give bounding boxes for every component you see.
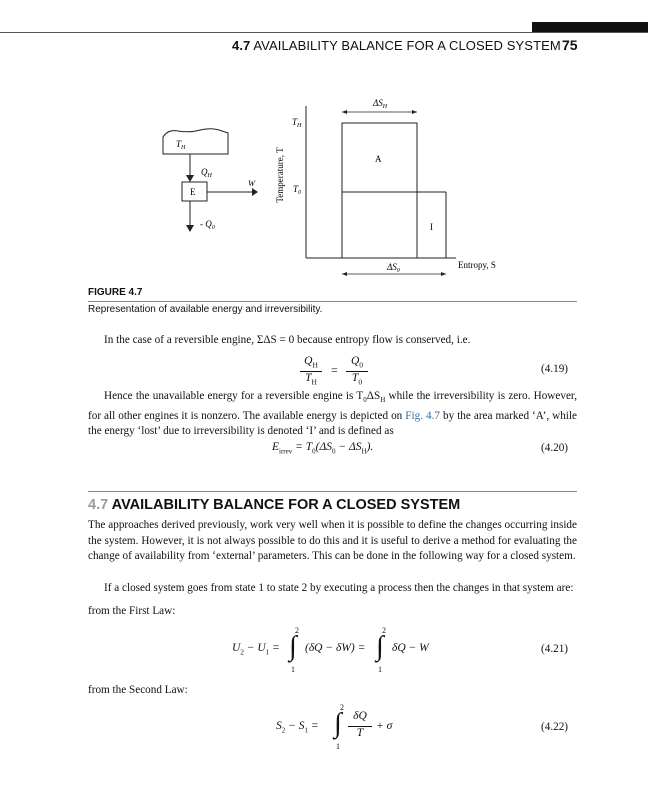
eq421-integral1-lower: 1 [291, 665, 295, 674]
hot-reservoir [163, 129, 228, 154]
ds0-arrow-left [342, 272, 347, 276]
ds0-label: $\Delta S_0$ [387, 262, 400, 274]
eq421-number: (4.21) [541, 643, 569, 655]
eq419-qh: $Q_H$ [304, 355, 318, 370]
qh-arrowhead [186, 175, 194, 182]
eq422-integral-sign: ∫ [334, 708, 342, 739]
section-heading [88, 497, 460, 513]
eq421-integral1-sign: ∫ [289, 631, 297, 662]
area-a [342, 123, 417, 258]
ds0-arrow-right [441, 272, 446, 276]
engine-q0-label: - $Q_0$ [200, 219, 215, 231]
equation-4-19 [300, 355, 390, 389]
header-rule [0, 32, 648, 33]
eq422-numerator: δQ [353, 710, 367, 722]
dsh-arrow-right [412, 110, 417, 114]
running-header-title: AVAILABILITY BALANCE FOR A CLOSED SYSTEM [253, 38, 561, 53]
section-heading-number: 4.7 [88, 497, 109, 513]
eq421-integral2-lower: 1 [378, 665, 382, 674]
dsh-label: $\Delta S_H$ [373, 98, 388, 110]
running-header [232, 38, 561, 53]
figure-label: FIGURE 4.7 [88, 287, 143, 298]
plot-ylabel: Temperature, T [275, 147, 285, 203]
work-arrowhead [252, 188, 258, 196]
eq421-integral2-upper: 2 [382, 626, 386, 635]
eq419-number: (4.19) [541, 363, 569, 375]
paragraph-unavailable: Hence the unavailable energy for a reversible engine is $T_0\Delta S_H$ while the irreversibility is zero. However, for all other engines it is nonzero. The available energy is depicted on Fig. 4.7 by the area marked ‘A’, while the energy ‘lost’ due to irreversibility is denoted ‘I’ and is defined as [88, 390, 577, 438]
eq419-q0: $Q_0$ [350, 355, 364, 370]
q0-arrowhead [186, 225, 194, 232]
eq421-middle: (δQ − δW) = [305, 642, 366, 654]
eq422-tail: + σ [376, 720, 393, 732]
paragraph-first-law: from the First Law: [88, 605, 176, 617]
eq422-integral-lower: 1 [336, 742, 340, 751]
eq421-integral1-upper: 2 [295, 626, 299, 635]
equation-4-20: $E_{irrev} = T_0(\Delta S_0 - \Delta S_H)$. [272, 441, 374, 456]
area-i-label: I [430, 222, 433, 232]
running-header-number: 4.7 [232, 38, 251, 53]
paragraph-second-law: from the Second Law: [88, 684, 188, 696]
figure-rule [88, 301, 577, 302]
eq419-th: $T_H$ [305, 372, 317, 387]
eq422-number: (4.22) [541, 721, 569, 733]
eq419-t0: $T_0$ [351, 372, 363, 387]
paragraph-approaches: The approaches derived previously, work very well when it is possible to define the changes occurring inside the system. However, it is not always possible to do this and it is useful to derive a method for evaluating the change of availability from ‘external’ parameters. This can be done in the following way for a closed system. [88, 519, 577, 563]
section-rule [88, 491, 577, 492]
area-a-label: A [375, 154, 382, 164]
engine-w-label: W [248, 178, 256, 188]
figure-link[interactable]: Fig. 4.7 [405, 409, 440, 422]
dsh-arrow-left [342, 110, 347, 114]
engine-qh-label: $Q_H$ [201, 167, 212, 179]
paragraph-closed-system: If a closed system goes from state 1 to state 2 by executing a process then the changes in that system are: [104, 582, 574, 594]
eq422-denominator: T [356, 727, 364, 739]
engine-th-label: $T_H$ [176, 139, 186, 151]
eq420-number: (4.20) [541, 442, 569, 454]
engine-e-label: E [190, 187, 196, 197]
plot-t0-label: $T_0$ [293, 184, 302, 196]
plot-xlabel: Entropy, S [458, 260, 496, 270]
page-number: 75 [562, 37, 578, 53]
figure-4-7 [0, 80, 648, 285]
eq419-equals: = [331, 363, 338, 377]
eq421-rhs: δQ − W [392, 642, 429, 654]
equation-4-21-lhs: $U_2 - U_1$ = [232, 642, 280, 657]
equation-4-22-lhs: $S_2 - S_1$ = [276, 720, 319, 735]
section-heading-title: AVAILABILITY BALANCE FOR A CLOSED SYSTEM [111, 497, 461, 513]
figure-caption: Representation of available energy and irreversibility. [88, 304, 323, 315]
plot-th-label: $T_H$ [292, 117, 302, 129]
eq421-integral2-sign: ∫ [376, 631, 384, 662]
eq422-integral-upper: 2 [340, 703, 344, 712]
paragraph-reversible: In the case of a reversible engine, ΣΔS = 0 because entropy flow is conserved, i.e. [104, 334, 471, 346]
header-bar [532, 22, 648, 32]
